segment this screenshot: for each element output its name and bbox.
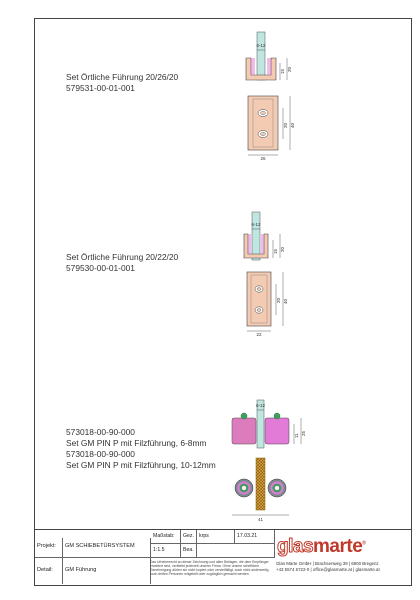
dim-height-1a: 15 [280,68,285,74]
dim-height-2b: 20 [280,246,285,252]
registered-mark: ® [362,540,366,547]
dim-height-1c: 20 [283,122,288,128]
dim-glass-thickness-2: 6-12 [251,222,261,227]
drawing-3-side-view [232,400,306,448]
drawing-2-front-view [247,272,288,337]
gez-value: krps [199,533,209,539]
detail-label: Detail: [37,567,53,573]
bea-value-cell [197,544,275,558]
dim-height-3a: 11 [294,433,299,438]
massstab-value-cell [151,544,181,558]
projekt-label-cell [35,538,63,558]
glasmarte-logo [277,536,365,558]
item-1-title: Set Örtliche Führung 20/26/20 [66,72,179,82]
dim-height-2d: 40 [283,298,288,304]
dim-height-2a: 15 [273,248,278,254]
gez-label-cell [181,530,197,544]
projekt-label: Projekt: [37,543,56,549]
gez-label: Gez. [183,533,194,539]
company-line-1: Glas Marte GmbH | Brachsenweg 39 | 6900 Bregenz [276,561,379,566]
item-1-article-number: 579531-00-01-001 [66,83,135,93]
logo-glas: glas [277,536,314,557]
detail-value-cell [63,558,151,584]
date-cell [235,530,275,544]
logo-marte: marte [313,536,363,557]
dim-height-3b: 25 [301,430,306,436]
glass-pane [257,32,265,80]
company-line-2: +43 5574 6722-0 | office@glasmarte.at | glasmarte.at [276,567,380,572]
item-3-line-1: 573018-00-90-000 [66,427,135,437]
dim-glass-thickness-3: 6-12 [255,403,266,408]
drawing-1-front-view [248,96,295,161]
massstab-value: 1:1.5 [153,547,165,553]
item-2-title: Set Örtliche Führung 20/22/20 [66,252,179,262]
felt-block-right [265,418,289,444]
item-3-line-4: Set GM PIN P mit Filzführung, 10-12mm [66,460,216,470]
guide-body [248,96,278,150]
detail-value: GM Führung [65,567,97,573]
dim-height-2c: 20 [276,297,281,303]
knurled-pin [256,458,265,510]
drawing-2-side-view [244,212,285,260]
bea-label-cell [181,544,197,558]
dim-glass-thickness-1: 6-12 [256,43,266,48]
massstab-label-cell [151,530,181,544]
copyright-notice: Das Urheberrecht an dieser Zeichnung und allen Beilagen, die dem Empfänger erweitert sind, verbleibt jederzeit unserer Firma. Ohne unsere schriftliche Genehmigung dürfen sie nicht kopiert oder vervielfältigt, auch nicht anderweitig noch dritten Personen mitgeteilt oder zugänglich gemacht werden. [150,560,269,577]
gez-value-cell [197,530,235,544]
dim-width-3: 41 [257,517,264,522]
drawing-1-side-view [246,32,292,80]
date-value: 17.03.21 [237,533,258,539]
dim-height-1d: 40 [290,122,295,128]
dim-height-1b: 20 [287,66,292,72]
item-3-line-2: Set GM PIN P mit Filzführung, 6-8mm [66,438,207,448]
projekt-value-cell [63,538,151,558]
dim-width-2: 22 [256,332,262,337]
projekt-value: GM SCHIEBETÜRSYSTEM [65,543,135,549]
item-3-line-3: 573018-00-90-000 [66,449,135,459]
felt-left [251,58,255,75]
item-2-article-number: 579530-00-01-001 [66,263,135,273]
felt-right [267,58,271,75]
massstab-label: Maßstab: [153,533,175,539]
bea-label: Bea. [183,547,194,553]
dim-width-1: 26 [260,156,266,161]
company-info [276,561,380,573]
detail-label-cell [35,558,63,584]
drawing-3-top-view [232,458,289,522]
